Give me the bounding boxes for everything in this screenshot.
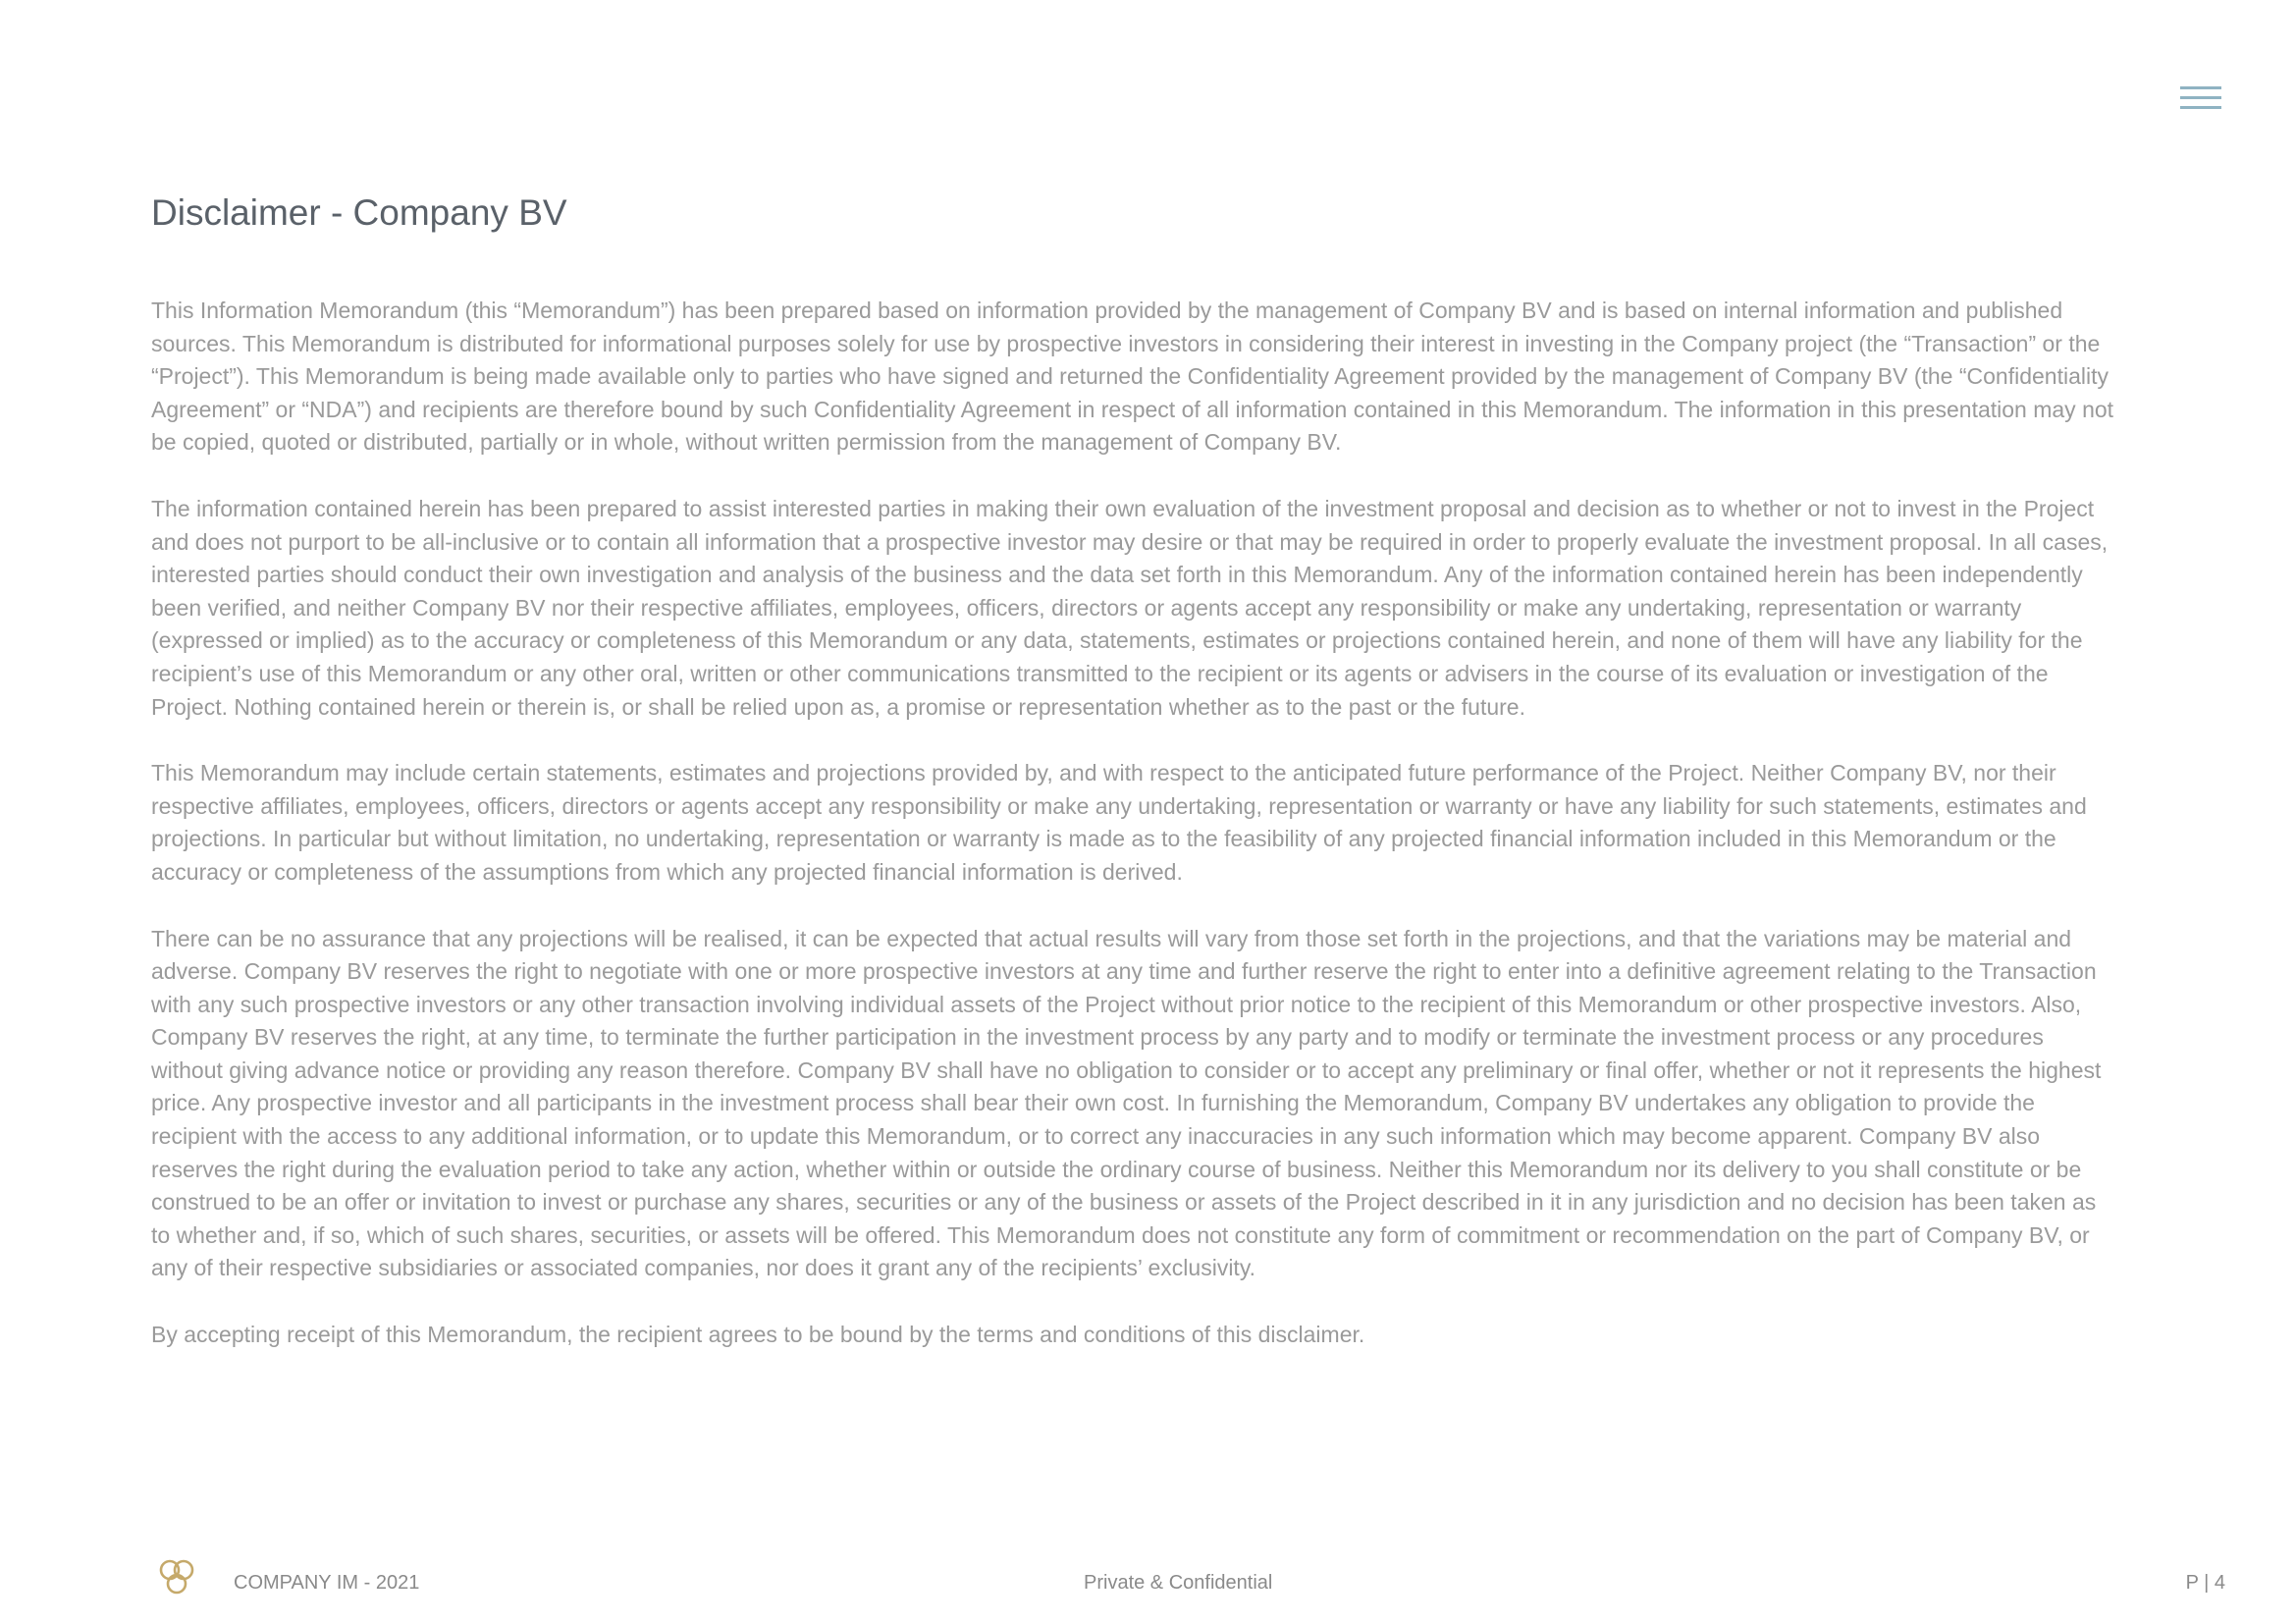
disclaimer-paragraph: This Memorandum may include certain statements, estimates and projections provided by, and with respect to the anticipated future performance of the Project. Neither Company BV, nor their respective affiliates, employees, officers, directors or agents accept any responsibility or make any undertaking, representation or warranty or have any liability for such statements, estimates and projections. In particular but without limitation, no undertaking, representation or warranty is made as to the feasibility of any projected financial information included in this Memorandum or the accuracy or completeness of the assumptions from which any projected financial information is derived. <box>151 760 2087 885</box>
disclaimer-paragraph: The information contained herein has been prepared to assist interested parties in making their own evaluation of the investment proposal and decision as to whether or not to invest in the Project and does not purport to be all-inclusive or to contain all information that a prospective investor may desire or that may be required in order to properly evaluate the investment proposal. In all cases, interested parties should conduct their own investigation and analysis of the business and the data set forth in this Memorandum. Any of the information contained herein has been independently been verified, and neither Company BV nor their respective affiliates, employees, officers, directors or agents accept any responsibility or make any undertaking, representation or warranty (expressed or implied) as to the accuracy or completeness of this Memorandum or any data, statements, estimates or projections contained herein, and none of them will have any liability for the recipient’s use of this Memorandum or any other oral, written or other communications transmitted to the recipient or its agents or advisers in the course of its evaluation or investigation of the Project. Nothing contained herein or therein is, or shall be relied upon as, a promise or representation whether as to the past or the future. <box>151 495 2109 720</box>
disclaimer-paragraph: This Information Memorandum (this “Memorandum”) has been prepared based on information provided by the management of Company BV and is based on internal information and published sources. This Memorandum is distributed for informational purposes solely for use by prospective investors in considering their interest in investing in the Company project (the “Transaction” or the “Project”). This Memorandum is being made available only to parties who have signed and returned the Confidentiality Agreement provided by the management of Company BV (the “Confidentiality Agreement” or “NDA”) and recipients are therefore bound by such Confidentiality Agreement in respect of all information contained in this Memorandum. The information in this presentation may not be copied, quoted or distributed, partially or in whole, without written permission from the management of Company BV. <box>151 298 2114 456</box>
disclaimer-body <box>151 295 2114 1385</box>
menu-line <box>2180 86 2221 89</box>
company-logo-icon <box>155 1556 198 1599</box>
disclaimer-paragraph: By accepting receipt of this Memorandum, the recipient agrees to be bound by the terms and conditions of this disclaimer. <box>151 1322 1365 1348</box>
page-footer <box>0 1556 2296 1605</box>
footer-document-label: COMPANY IM - 2021 <box>234 1572 420 1594</box>
footer-confidential-label: Private & Confidential <box>1084 1572 1273 1594</box>
menu-line <box>2180 106 2221 109</box>
hamburger-menu-icon[interactable] <box>2180 84 2221 112</box>
menu-line <box>2180 96 2221 99</box>
disclaimer-paragraph: There can be no assurance that any projections will be realised, it can be expected that actual results will vary from those set forth in the projections, and that the variations may be material and adverse. Company BV reserves the right to negotiate with one or more prospective investors at any time and further reserve the right to enter into a definitive agreement relating to the Transaction with any such prospective investors or any other transaction involving individual assets of the Project without prior notice to the recipient of this Memorandum or other prospective investors. Also, Company BV reserves the right, at any time, to terminate the further participation in the investment process by any party and to modify or terminate the investment process or any procedures without giving advance notice or providing any reason therefore. Company BV shall have no obligation to consider or to accept any preliminary or final offer, whether or not it represents the highest price. Any prospective investor and all participants in the investment process shall bear their own cost. In furnishing the Memorandum, Company BV undertakes any obligation to provide the recipient with the access to any additional information, or to update this Memorandum, or to correct any inaccuracies in any such information which may become apparent. Company BV also reserves the right during the evaluation period to take any action, whether within or outside the ordinary course of business. Neither this Memorandum nor its delivery to you shall constitute or be construed to be an offer or invitation to invest or purchase any shares, securities or any of the business or assets of the Project described in it in any jurisdiction and no decision has been taken as to whether and, if so, which of such shares, securities, or assets will be offered. This Memorandum does not constitute any form of commitment or recommendation on the part of Company BV, or any of their respective subsidiaries or associated companies, nor does it grant any of the recipients’ exclusivity. <box>151 925 2102 1281</box>
page-title: Disclaimer - Company BV <box>151 192 567 233</box>
footer-page-number: P | 4 <box>2185 1572 2225 1594</box>
